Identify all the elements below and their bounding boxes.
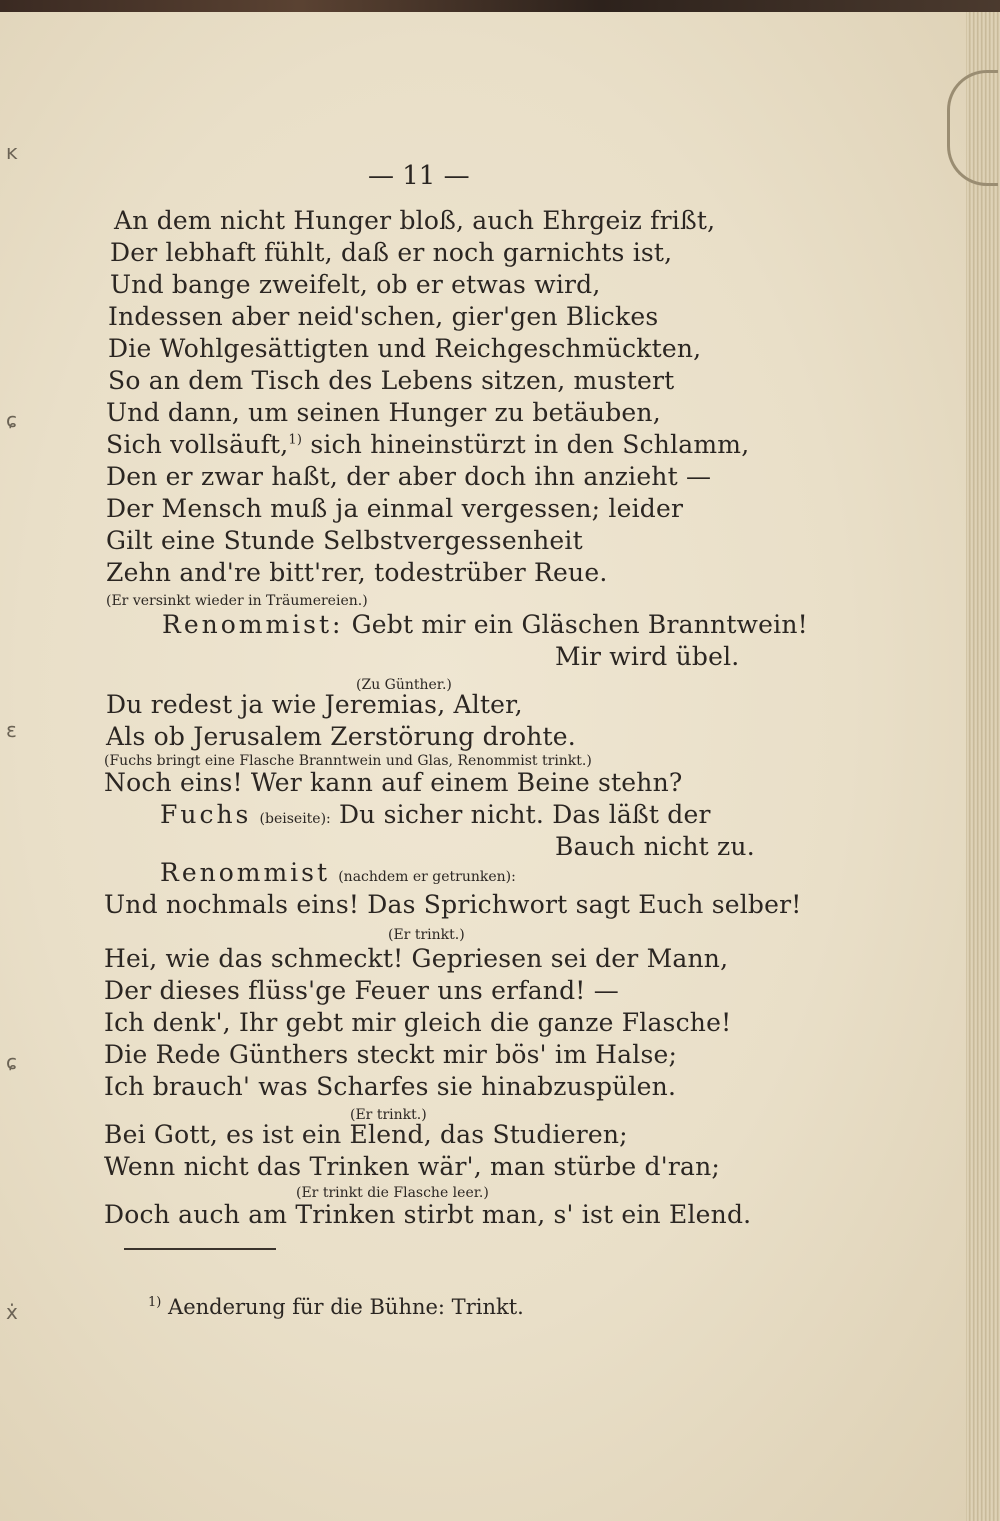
verse-text: sich hineinstürzt in den Schlamm, (310, 430, 750, 459)
footnote-reference: 1) (288, 432, 303, 448)
margin-mark: ɕ (6, 408, 17, 432)
footnote-rule (124, 1248, 276, 1250)
stage-direction: (Er trinkt die Flasche leer.) (296, 1185, 489, 1201)
verse-line: Bei Gott, es ist ein Elend, das Studieren; (104, 1120, 628, 1149)
speaker-name: Renommist (160, 858, 331, 887)
verse-line: So an dem Tisch des Lebens sitzen, mustert (108, 366, 675, 395)
verse-line: Mir wird übel. (555, 642, 740, 671)
verse-line: Und dann, um seinen Hunger zu betäuben, (106, 398, 661, 427)
verse-line: Der lebhaft fühlt, daß er noch garnichts ist, (110, 238, 673, 267)
verse-line: Noch eins! Wer kann auf einem Beine stehn? (104, 768, 683, 797)
verse-line: Und nochmals eins! Das Sprichwort sagt Euch selber! (104, 890, 802, 919)
verse-line: Bauch nicht zu. (555, 832, 755, 861)
speaker-name: Fuchs (160, 800, 252, 829)
margin-mark: ĸ (6, 140, 18, 164)
verse-text: Du sicher nicht. Das läßt der (338, 800, 711, 829)
page-number: — 11 — (368, 161, 470, 191)
speaker-line (160, 800, 711, 834)
verse-line: Und bange zweifelt, ob er etwas wird, (110, 270, 601, 299)
verse-line: Wenn nicht das Trinken wär', man stürbe d'ran; (104, 1152, 720, 1181)
verse-line: Zehn and're bitt'rer, todestrüber Reue. (106, 558, 608, 587)
margin-mark: ɛ (6, 718, 17, 742)
binding-ring (947, 70, 998, 186)
margin-mark: ẋ (6, 1300, 18, 1324)
stage-direction: (Zu Günther.) (356, 677, 452, 693)
verse-line: An dem nicht Hunger bloß, auch Ehrgeiz frißt, (114, 206, 716, 235)
footnote-mark: 1) (148, 1295, 162, 1310)
speaker-line (160, 858, 516, 892)
verse-line: Hei, wie das schmeckt! Gepriesen sei der Mann, (104, 944, 729, 973)
verse-line: Den er zwar haßt, der aber doch ihn anzieht — (106, 462, 712, 491)
stage-direction: (Er versinkt wieder in Träumereien.) (106, 593, 368, 609)
book-page (0, 12, 968, 1521)
verse-line: Indessen aber neid'schen, gier'gen Blickes (108, 302, 659, 331)
verse-line: Ich denk', Ihr gebt mir gleich die ganze Flasche! (104, 1008, 732, 1037)
stage-direction: (beiseite): (259, 811, 331, 827)
book-fore-edge (966, 12, 1000, 1521)
footnote-text: Aenderung für die Bühne: Trinkt. (168, 1295, 524, 1319)
verse-line: Der Mensch muß ja einmal vergessen; leider (106, 494, 684, 523)
stage-direction: (Fuchs bringt eine Flasche Branntwein und Glas, Renommist trinkt.) (104, 753, 592, 769)
verse-line: Die Wohlgesättigten und Reichgeschmückten, (108, 334, 702, 363)
verse-line: Als ob Jerusalem Zerstörung drohte. (106, 722, 576, 751)
verse-line: Doch auch am Trinken stirbt man, s' ist ein Elend. (104, 1200, 752, 1229)
stage-direction: (Er trinkt.) (350, 1107, 427, 1123)
verse-line (106, 430, 749, 460)
margin-mark: ɕ (6, 1050, 17, 1074)
verse-line: Der dieses flüss'ge Feuer uns erfand! — (104, 976, 619, 1005)
verse-line: Die Rede Günthers steckt mir bös' im Halse; (104, 1040, 678, 1069)
verse-line: Gilt eine Stunde Selbstvergessenheit (106, 526, 583, 555)
verse-text: Sich vollsäuft, (106, 430, 289, 459)
stage-direction: (Er trinkt.) (388, 927, 465, 943)
stage-direction: (nachdem er getrunken): (338, 869, 516, 885)
verse-text: Gebt mir ein Gläschen Branntwein! (351, 610, 808, 639)
speaker-line (162, 610, 808, 640)
verse-line: Du redest ja wie Jeremias, Alter, (106, 690, 523, 719)
verse-line: Ich brauch' was Scharfes sie hinabzuspülen. (104, 1072, 677, 1101)
speaker-name: Renommist: (162, 610, 344, 639)
footnote (148, 1293, 524, 1321)
